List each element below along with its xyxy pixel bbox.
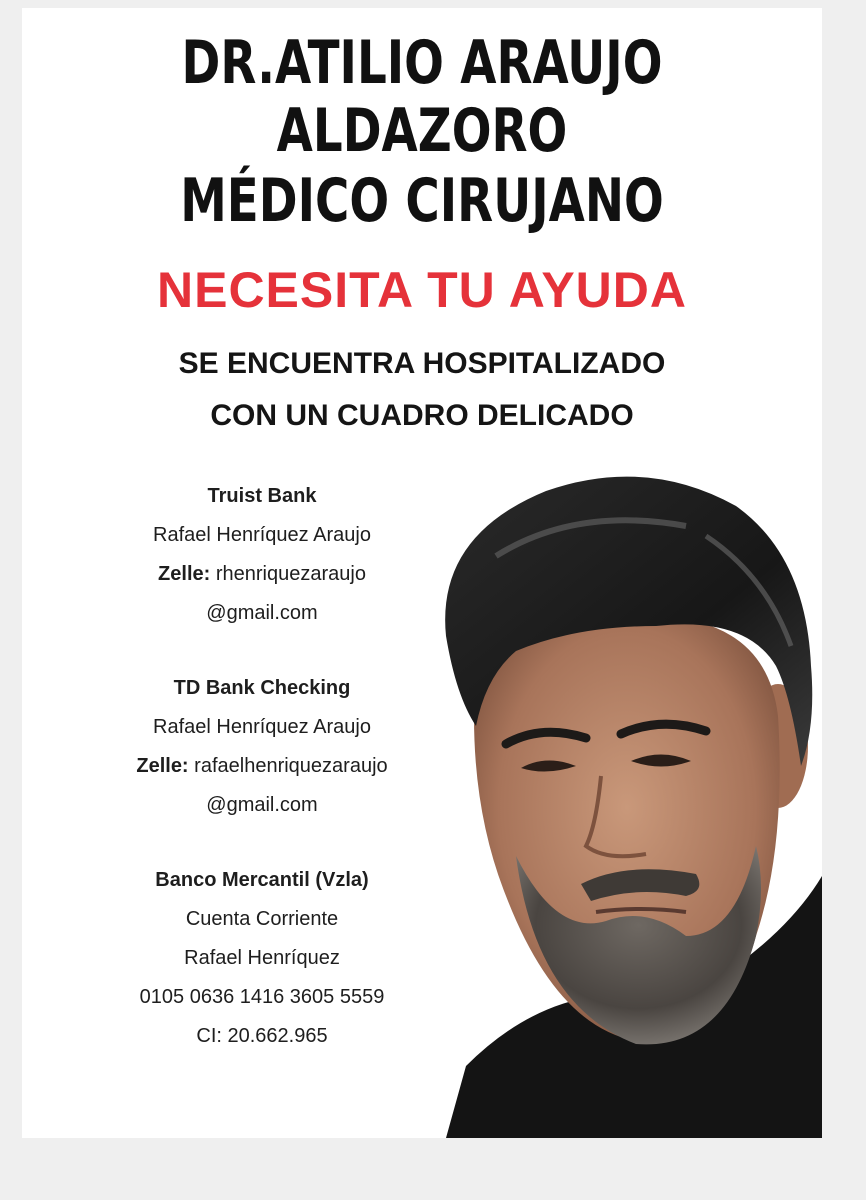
bank-name: TD Bank Checking [173, 677, 351, 699]
account-number: 0105 0636 1416 3605 5559 [139, 986, 385, 1008]
zelle-user: rhenriquezaraujo [210, 563, 366, 585]
condition-line: CON UN CUADRO DELICADO [210, 399, 634, 432]
account-holder: Rafael Henríquez Araujo [153, 524, 371, 546]
zelle-user: rafaelhenriquezaraujo [188, 755, 388, 777]
doctor-portrait [406, 466, 822, 1138]
doctor-name-line-2: ALDAZORO [276, 96, 568, 166]
zelle-domain: @gmail.com [206, 602, 318, 624]
account-holder: Rafael Henríquez Araujo [153, 716, 371, 738]
hospitalized-line: SE ENCUENTRA HOSPITALIZADO [178, 347, 666, 380]
doctor-name-line-1: DR.ATILIO ARAUJO [181, 28, 663, 98]
zelle-label: Zelle: [136, 755, 189, 777]
fundraising-poster [22, 8, 822, 1138]
bank-name: Banco Mercantil (Vzla) [155, 869, 369, 891]
id-number: CI: 20.662.965 [196, 1025, 328, 1047]
doctor-profession: MÉDICO CIRUJANO [180, 166, 664, 236]
banco-mercantil-block [62, 861, 462, 1056]
zelle-label: Zelle: [158, 563, 211, 585]
zelle-domain: @gmail.com [206, 794, 318, 816]
account-type: Cuenta Corriente [185, 908, 339, 930]
zelle-line [62, 555, 462, 594]
td-bank-block [62, 669, 462, 825]
help-headline: NECESITA TU AYUDA [156, 262, 687, 318]
bank-name: Truist Bank [207, 485, 317, 507]
zelle-line [62, 747, 462, 786]
account-holder: Rafael Henríquez [184, 947, 340, 969]
truist-bank-block [62, 477, 462, 633]
